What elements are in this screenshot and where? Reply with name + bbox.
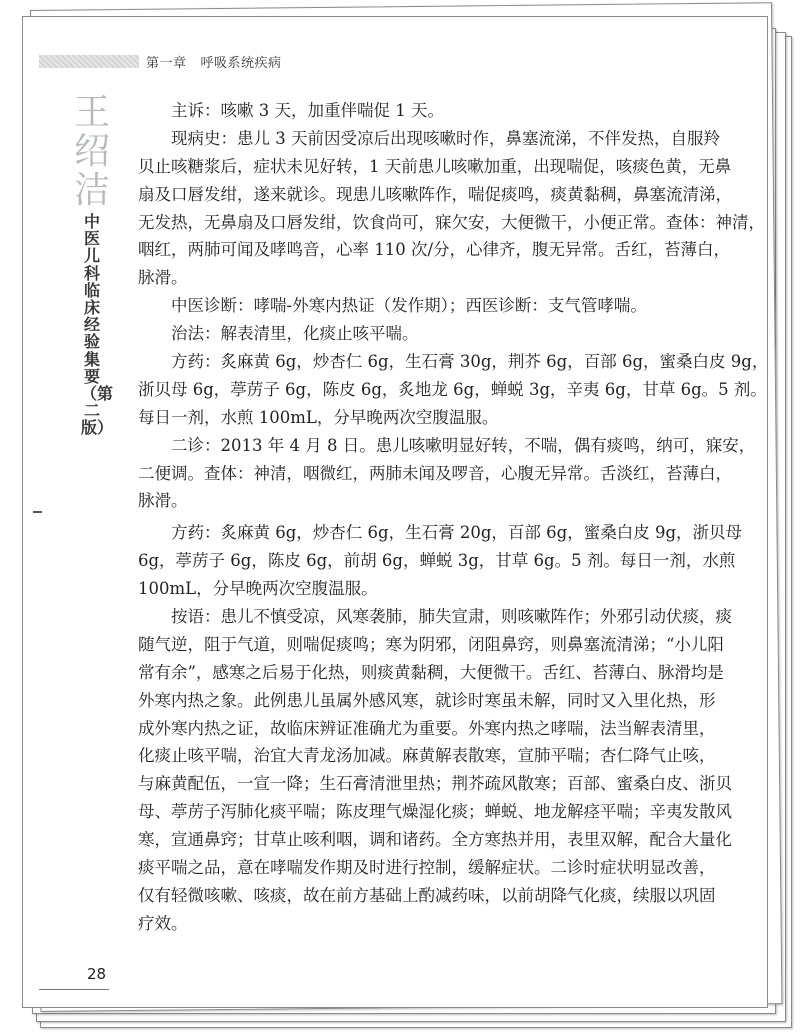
text-line: 二便调。查体：神清，咽微红，两肺未闻及啰音，心腹无异常。舌淡红，苔薄白， bbox=[138, 463, 732, 483]
text-line: 治法：解表清里，化痰止咳平喘。 bbox=[171, 324, 419, 344]
text-line: 随气逆，阻于气道，则喘促痰鸣；寒为阴邪，闭阻鼻窍，则鼻塞流清涕；“小儿阳 bbox=[138, 634, 724, 654]
text-line: 贝止咳糖浆后，症状未见好转，1 天前患儿咳嗽加重，出现喘促，咳痰色黄，无鼻 bbox=[138, 156, 732, 176]
book-title: 中医儿科临床经验集要（第二版） bbox=[81, 212, 114, 438]
text-line: 方药：炙麻黄 6g，炒杏仁 6g，生石膏 20g，百部 6g，蜜桑白皮 9g，浙贝母 bbox=[171, 523, 743, 543]
author-name: 王绍洁 bbox=[73, 92, 110, 211]
paragraph bbox=[138, 432, 756, 516]
text-line: 二诊：2013 年 4 月 8 日。患儿咳嗽明显好转，不喘，偶有痰鸣，纳可，寐安， bbox=[171, 435, 756, 455]
text-line: 100mL，分早晚两次空腹温服。 bbox=[138, 579, 378, 599]
text-line: 与麻黄配伍，一宣一降；生石膏清泄里热；荆芥疏风散寒；百部、蜜桑白皮、浙贝 bbox=[138, 774, 732, 794]
running-header bbox=[146, 52, 296, 71]
margin-mark bbox=[33, 511, 42, 513]
footer-rule bbox=[39, 989, 109, 990]
text-line: 母、葶苈子泻肺化痰平喘；陈皮理气燥湿化痰；蝉蜕、地龙解痉平喘；辛夷发散风 bbox=[138, 802, 732, 822]
paragraph bbox=[138, 603, 732, 938]
paragraph bbox=[138, 97, 679, 125]
text-line: 浙贝母 6g，葶苈子 6g，陈皮 6g，炙地龙 6g，蝉蜕 3g，辛夷 6g，甘草 6g。5 剂。 bbox=[138, 379, 767, 399]
chapter-label: 第一章 bbox=[146, 56, 187, 71]
text-line: 中医诊断：哮喘-外寒内热证（发作期）；西医诊断：支气管哮喘。 bbox=[171, 296, 647, 316]
text-line: 化痰止咳平喘，治宜大青龙汤加减。麻黄解表散寒，宣肺平喘；杏仁降气止咳， bbox=[138, 746, 716, 766]
text-line: 每日一剂，水煎 100mL，分早晚两次空腹温服。 bbox=[138, 407, 499, 427]
text-line: 扇及口唇发绀，遂来就诊。现患儿咳嗽阵作，喘促痰鸣，痰黄黏稠，鼻塞流清涕， bbox=[138, 184, 732, 204]
page-number: 28 bbox=[87, 965, 107, 983]
text-line: 方药：炙麻黄 6g，炒杏仁 6g，生石膏 30g，荆芥 6g，百部 6g，蜜桑白皮 9g， bbox=[171, 352, 769, 372]
text-line: 疗效。 bbox=[138, 913, 188, 933]
paragraph bbox=[138, 125, 765, 292]
page-body-text bbox=[138, 97, 769, 938]
text-line: 寒，宣通鼻窍；甘草止咳利咽，调和诸药。全方寒热并用，表里双解，配合大量化 bbox=[138, 830, 732, 850]
text-line: 无发热，无鼻扇及口唇发绀，饮食尚可，寐欠安，大便微干，小便正常。查体：神清， bbox=[138, 212, 765, 232]
header-decoration bbox=[39, 55, 139, 68]
text-line: 现病史：患儿 3 天前因受凉后出现咳嗽时作，鼻塞流涕，不伴发热，自服羚 bbox=[171, 128, 720, 148]
book-page bbox=[22, 16, 768, 1008]
chapter-title: 呼吸系统疾病 bbox=[200, 56, 282, 71]
text-line: 痰平喘之品，意在哮喘发作期及时进行控制，缓解症状。二诊时症状明显改善， bbox=[138, 858, 716, 878]
text-line: 脉滑。 bbox=[138, 268, 188, 288]
text-line: 按语：患儿不慎受凉，风寒袭肺，肺失宣肃，则咳嗽阵作；外邪引动伏痰，痰 bbox=[171, 607, 732, 627]
paragraph bbox=[138, 348, 769, 432]
text-line: 成外寒内热之证，故临床辨证准确尤为重要。外寒内热之哮喘，法当解表清里， bbox=[138, 718, 716, 738]
text-line: 咽红，两肺可闻及哮鸣音，心率 110 次/分，心律齐，腹无异常。舌红，苔薄白， bbox=[138, 240, 731, 260]
text-line: 脉滑。 bbox=[138, 491, 188, 511]
paragraph bbox=[138, 320, 679, 348]
text-line: 主诉：咳嗽 3 天，加重伴喘促 1 天。 bbox=[171, 101, 444, 120]
paragraph bbox=[138, 292, 679, 320]
paragraph bbox=[138, 519, 743, 603]
text-line: 外寒内热之象。此例患儿虽属外感风寒，就诊时寒虽未解，同时又入里化热，形 bbox=[138, 690, 716, 710]
text-line: 仅有轻微咳嗽、咳痰，故在前方基础上酌减药味，以前胡降气化痰，续服以巩固 bbox=[138, 885, 716, 905]
text-line: 6g，葶苈子 6g，陈皮 6g，前胡 6g，蝉蜕 3g，甘草 6g。5 剂。每日一剂，水煎 bbox=[138, 551, 736, 571]
text-line: 常有余”，感寒之后易于化热，则痰黄黏稠，大便微干。舌红、苔薄白、脉滑均是 bbox=[138, 662, 724, 682]
